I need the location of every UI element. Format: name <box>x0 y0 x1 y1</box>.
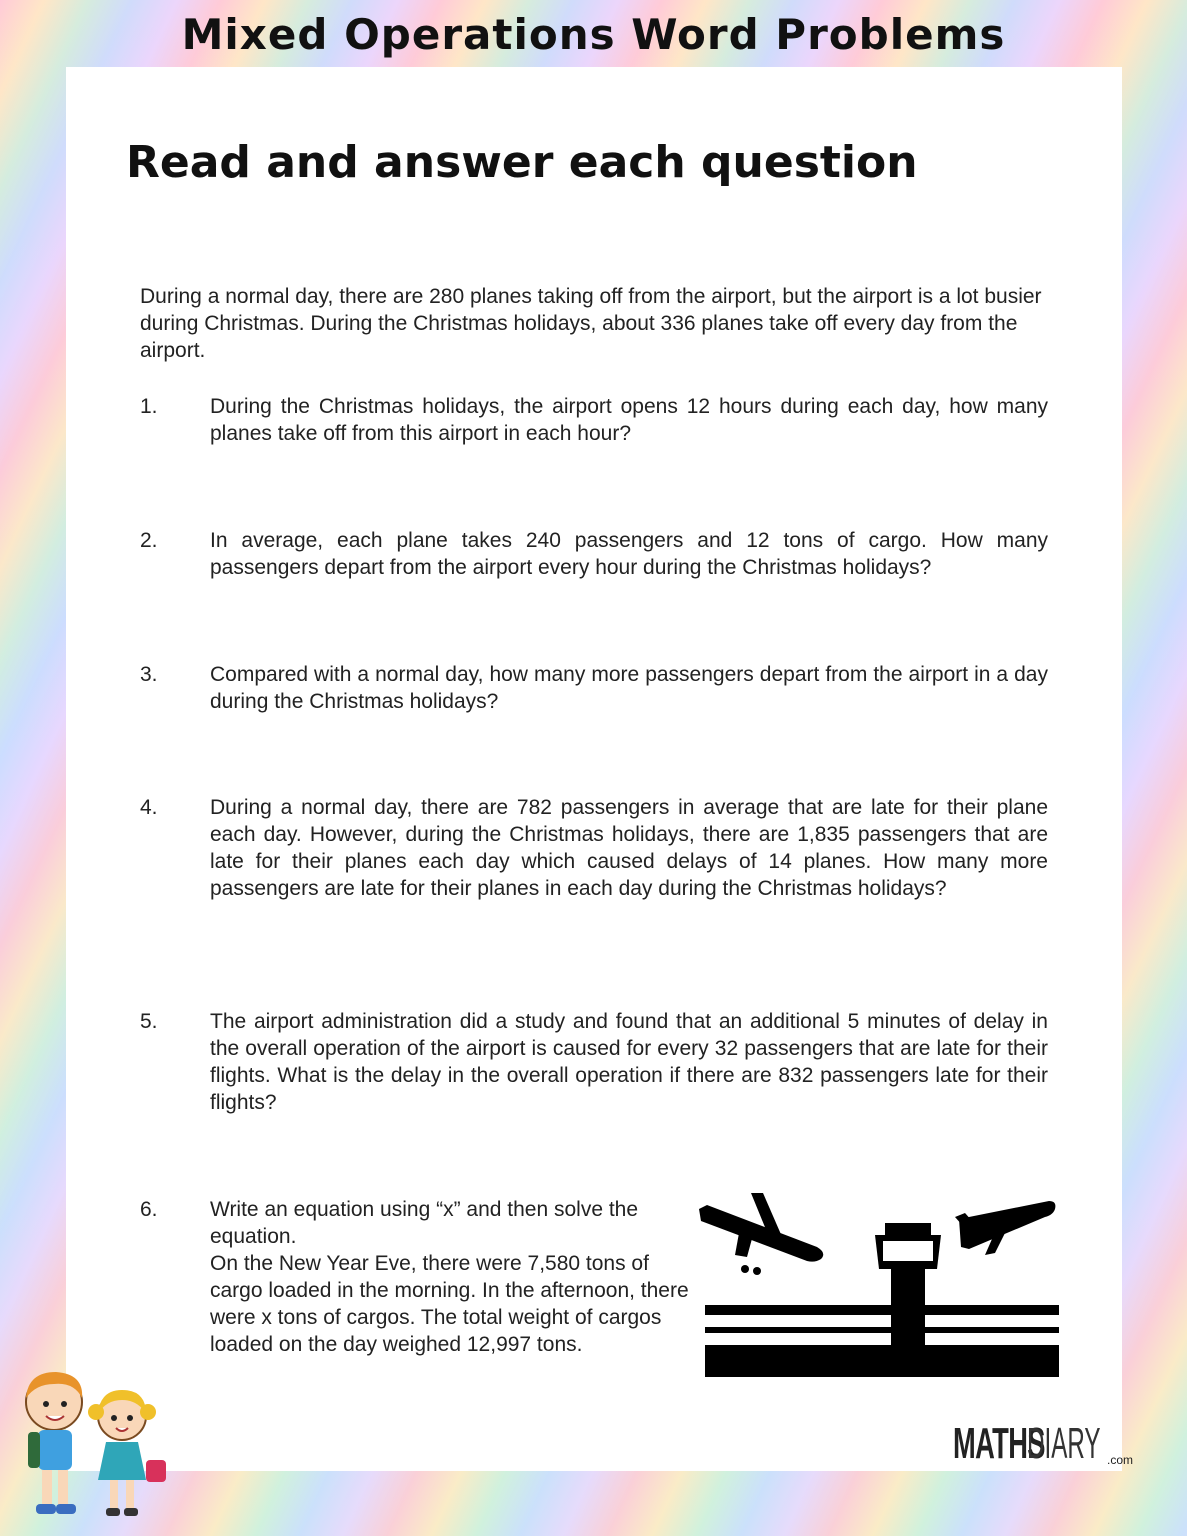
question-number: 2. <box>140 529 158 552</box>
question-text: During the Christmas holidays, the airport opens 12 hours during each day, how many planes take off from this airport in each hour? <box>210 395 1048 445</box>
logo-maths: MATHS <box>953 1419 1045 1468</box>
question-scenario: On the New Year Eve, there were 7,580 tons of cargo loaded in the morning. In the afternoon, there were x tons of cargos. The total weight of cargos loaded on the day weighed 12,997 tons. <box>210 1252 689 1356</box>
question-instruction: Write an equation using “x” and then solve the equation. <box>210 1198 639 1248</box>
worksheet-sheet <box>66 67 1122 1471</box>
intro-paragraph: During a normal day, there are 280 planes taking off from the airport, but the airport is a lot busier during Christmas. During the Christmas holidays, about 336 planes take off every day from the airport. <box>140 285 1042 362</box>
question-number: 1. <box>140 395 158 418</box>
airport-icon <box>699 1189 1064 1381</box>
instructions-heading: Read and answer each question <box>126 137 918 188</box>
question-text: In average, each plane takes 240 passengers and 12 tons of cargo. How many passengers depart from the airport every hour during the Christmas holidays? <box>210 529 1048 579</box>
question-number: 3. <box>140 663 158 686</box>
logo-com: .com <box>1107 1453 1134 1467</box>
kids-illustration <box>14 1368 174 1528</box>
mathsdiary-logo <box>953 1414 1134 1474</box>
question-number: 5. <box>140 1010 158 1033</box>
question-number: 4. <box>140 796 158 819</box>
question-text: The airport administration did a study and found that an additional 5 minutes of delay in the overall operation of the airport is caused for every 32 passengers that are late for their flights. What is the delay in the overall operation if there are 832 passengers late for their flights? <box>210 1010 1048 1114</box>
question-text: Compared with a normal day, how many more passengers depart from the airport in a day during the Christmas holidays? <box>210 663 1048 713</box>
question-number: 6. <box>140 1198 158 1221</box>
logo-diary: DIARY <box>1027 1419 1101 1468</box>
page-title: Mixed Operations Word Problems <box>181 10 1006 59</box>
question-text <box>210 1196 690 1358</box>
question-text: During a normal day, there are 782 passengers in average that are late for their plane each day. However, during the Christmas holidays, there are 1,835 passengers that are late for their planes each day which caused delays of 14 planes. How many more passengers are late for their planes in each day during the Christmas holidays? <box>210 796 1048 900</box>
